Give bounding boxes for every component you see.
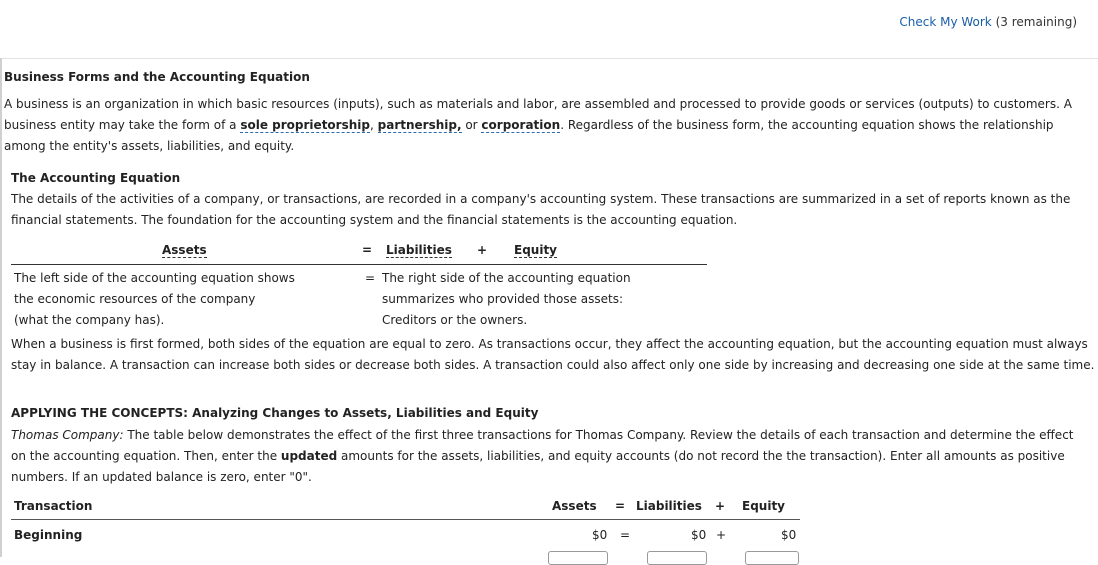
- row-beginning-assets: $0: [592, 528, 608, 542]
- col-transaction: Transaction: [14, 499, 93, 513]
- col-equals: =: [615, 499, 626, 513]
- check-my-work: [899, 15, 1077, 29]
- middle-equals: =: [365, 271, 376, 285]
- accounting-equation-title: The Accounting Equation: [11, 171, 181, 185]
- intro-paragraph: [4, 94, 1084, 157]
- intro-text-a: A business is an organization in which basic resources (inputs), such as materials and labor, are assembled and processed to provide goods or services (outputs) to customers. A business entity may take the form of a: [4, 97, 1072, 132]
- intro-text-b: . Regardless of the business form, the accounting equation shows the relationship among the entity's assets, liabilities, and equity.: [4, 118, 1054, 153]
- applying-text-a: The table below demonstrates the effect of the first three transactions for Thomas Company. Review the details of each transaction and determine the effect on the accounting equation. Then, enter the: [11, 428, 1074, 463]
- equation-liabilities: [386, 243, 452, 257]
- table-header-divider: [11, 519, 800, 520]
- col-assets: Assets: [552, 499, 597, 513]
- assets-input[interactable]: [548, 551, 608, 565]
- left-border: [0, 58, 2, 557]
- col-equity: Equity: [742, 499, 786, 513]
- liabilities-input[interactable]: [647, 551, 707, 565]
- col-liabilities: Liabilities: [636, 499, 702, 513]
- row-beginning-liabilities: $0: [691, 528, 707, 542]
- updated-emphasis: updated: [280, 449, 338, 463]
- right-side-line-3: Creditors or the owners.: [382, 313, 528, 327]
- balance-paragraph: When a business is first formed, both sides of the equation are equal to zero. As transactions occur, they affect the accounting equation, but the accounting equation must always stay in balance. A transaction can increase both sides or decrease both sides. A transaction could also affect only one side by increasing and decreasing one side at the same time.: [11, 337, 1095, 372]
- equation-divider: [11, 264, 707, 265]
- company-name: Thomas Company:: [11, 428, 124, 442]
- accounting-equation-paragraph: The details of the activities of a company, or transactions, are recorded in a company's accounting system. These transactions are summarized in a set of reports known as the financial statements. The foundation for the accounting system and the financial statements is the accounting equation.: [11, 192, 1071, 227]
- equation-equity: [514, 243, 557, 257]
- intro-sep-1: ,: [369, 118, 378, 132]
- row-beginning-equals: =: [620, 528, 631, 542]
- left-side-line-3: (what the company has).: [14, 313, 165, 327]
- applying-paragraph: [11, 425, 1086, 488]
- top-toolbar: [0, 0, 1098, 59]
- section-title: Business Forms and the Accounting Equation: [4, 70, 310, 84]
- term-corporation[interactable]: corporation: [481, 118, 561, 132]
- row-beginning-equity: $0: [781, 528, 797, 542]
- right-side-line-2: summarizes who provided those assets:: [382, 292, 624, 306]
- assets-label[interactable]: Assets: [162, 243, 207, 257]
- col-plus: +: [715, 499, 726, 513]
- left-side-line-2: the economic resources of the company: [14, 292, 256, 306]
- applying-text-b: amounts for the assets, liabilities, and equity accounts (do not record the the transaction). Enter all amounts as positive numbers. If an updated balance is zero, enter "0".: [11, 449, 1065, 484]
- intro-sep-2: or: [461, 118, 482, 132]
- row-beginning-plus: +: [716, 528, 727, 542]
- liabilities-label[interactable]: Liabilities: [386, 243, 452, 257]
- equation-equals: =: [362, 243, 373, 257]
- left-side-line-1: The left side of the accounting equation shows: [14, 271, 295, 285]
- remaining-count: (3 remaining): [995, 15, 1077, 29]
- check-my-work-link[interactable]: Check My Work: [899, 15, 992, 29]
- row-beginning-label: Beginning: [14, 528, 83, 542]
- term-sole-proprietorship[interactable]: sole proprietorship: [240, 118, 370, 132]
- term-partnership[interactable]: partnership,: [377, 118, 462, 132]
- right-side-line-1: The right side of the accounting equation: [382, 271, 631, 285]
- applying-concepts-title: APPLYING THE CONCEPTS: Analyzing Changes to Assets, Liabilities and Equity: [11, 406, 539, 420]
- equity-input[interactable]: [745, 551, 799, 565]
- equation-plus: +: [477, 243, 488, 257]
- equity-label[interactable]: Equity: [514, 243, 558, 257]
- equation-assets: [162, 243, 207, 257]
